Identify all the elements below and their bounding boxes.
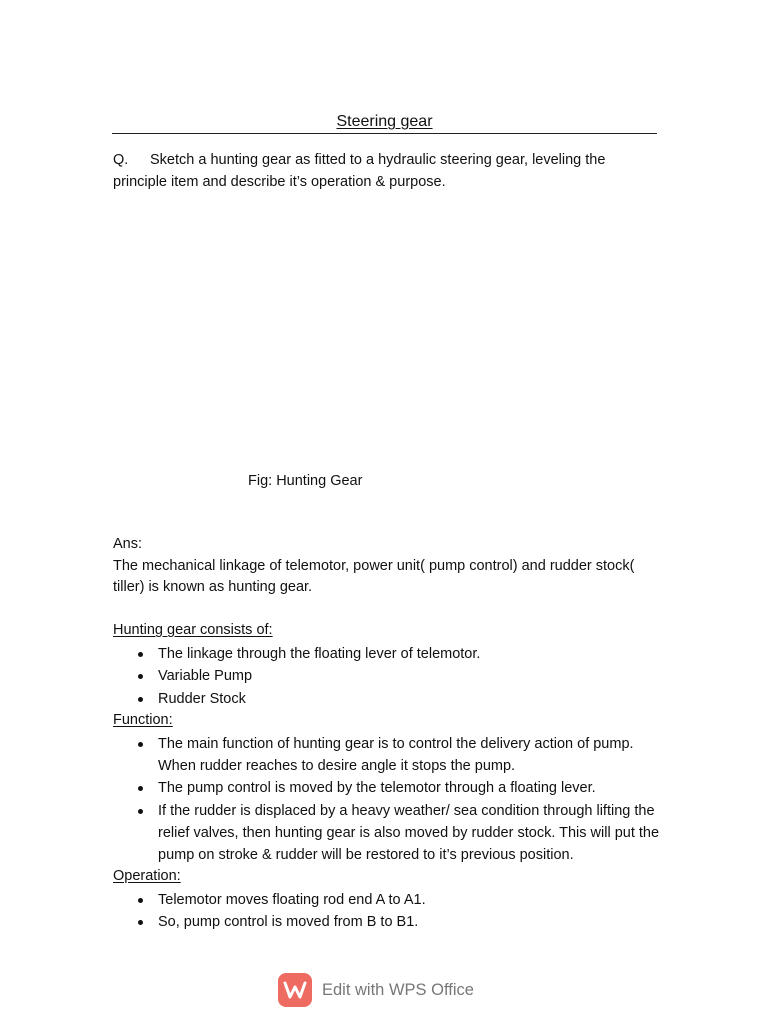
spacer: [113, 599, 663, 621]
list-item: The main function of hunting gear is to control the delivery action of pump. When rudder reaches to desire angle it stops the pump.: [113, 733, 663, 777]
question-label: Q.: [113, 152, 129, 168]
list-item: Rudder Stock: [113, 688, 663, 710]
question: [113, 149, 658, 193]
list-item: Variable Pump: [113, 665, 663, 687]
page-title: Steering gear: [336, 113, 433, 130]
wps-logo-icon: [278, 973, 312, 1007]
operation-heading: Operation:: [113, 868, 181, 884]
function-heading: Function:: [113, 712, 173, 728]
wps-edit-label: Edit with WPS Office: [322, 980, 474, 999]
wps-edit-button[interactable]: [278, 972, 474, 1008]
answer-section: [113, 534, 663, 934]
figure-caption: Fig: Hunting Gear: [248, 473, 363, 489]
list-item: The linkage through the floating lever of telemotor.: [113, 643, 663, 665]
question-text: Sketch a hunting gear as fitted to a hydraulic steering gear, leveling the principle item and describe it’s operation & purpose.: [113, 152, 606, 190]
list-item: Telemotor moves floating rod end A to A1.: [113, 889, 663, 911]
list-item: So, pump control is moved from B to B1.: [113, 911, 663, 933]
consists-heading: Hunting gear consists of:: [113, 622, 273, 638]
list-item: The pump control is moved by the telemotor through a floating lever.: [113, 777, 663, 799]
operation-list: [113, 889, 663, 934]
answer-intro: The mechanical linkage of telemotor, power unit( pump control) and rudder stock( tiller) is known as hunting gear.: [113, 557, 635, 595]
consists-list: [113, 643, 663, 710]
title-rule: [112, 112, 657, 134]
answer-label: Ans:: [113, 536, 143, 552]
list-item: If the rudder is displaced by a heavy weather/ sea condition through lifting the relief valves, then hunting gear is also moved by rudder stock. This will put the pump on stroke & rudder will be restored to it’s previous position.: [113, 800, 663, 866]
function-list: [113, 733, 663, 866]
